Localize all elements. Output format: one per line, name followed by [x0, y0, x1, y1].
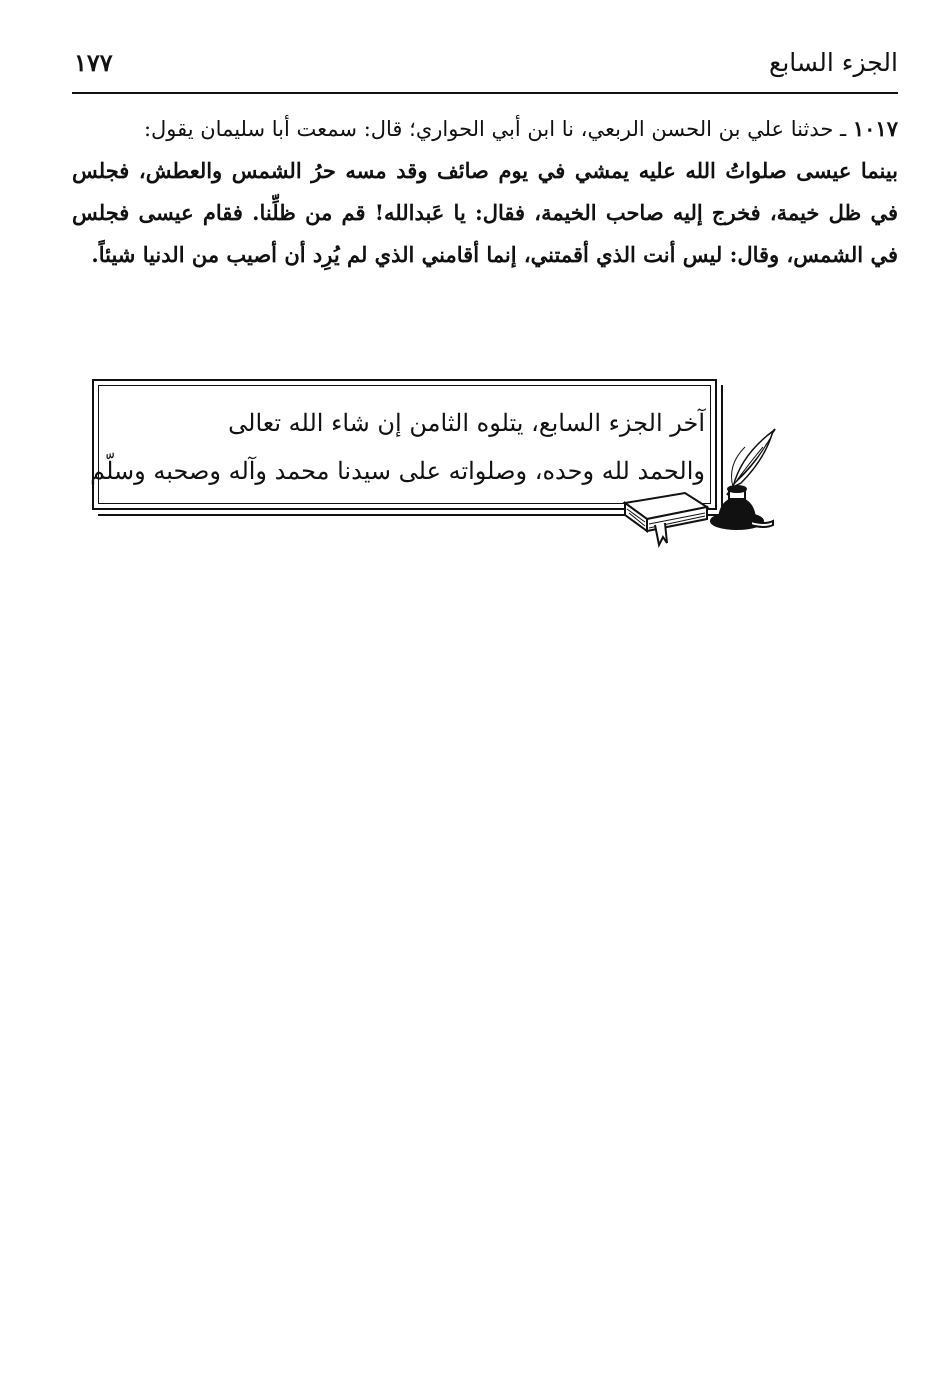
hadith-paragraph [72, 108, 898, 150]
hadith-block [72, 108, 898, 276]
hadith-matn: بينما عيسى صلواتُ الله عليه يمشي في يوم صائف وقد مسه حرُ الشمس والعطش، فجلس في ظل خيمة، فخرج إليه صاحب الخيمة، فقال: يا عَبدالله! قم من ظلِّنا. فقام عيسى فجلس في الشمس، وقال: ليس أنت الذي أقمتني، إنما أقامني الذي لم يُرِد أن أصيب من الدنيا شيئاً. [72, 158, 898, 267]
header-divider [72, 92, 898, 94]
hadith-isnad: ـ حدثنا علي بن الحسن الربعي، نا ابن أبي الحواري؛ قال: سمعت أبا سليمان يقول: [143, 117, 847, 141]
colophon-line-2: والحمد لله وحده، وصلواته على سيدنا محمد وآله وصحبه وسلّم [90, 457, 705, 485]
page-header [72, 44, 898, 92]
hadith-number: ١٠١٧ [852, 116, 898, 141]
quill-inkwell-book-icon [615, 425, 785, 550]
page-number: ١٧٧ [74, 48, 113, 77]
running-title: الجزء السابع [769, 48, 898, 77]
colophon-line-1: آخر الجزء السابع، يتلوه الثامن إن شاء الله تعالى [228, 409, 705, 437]
